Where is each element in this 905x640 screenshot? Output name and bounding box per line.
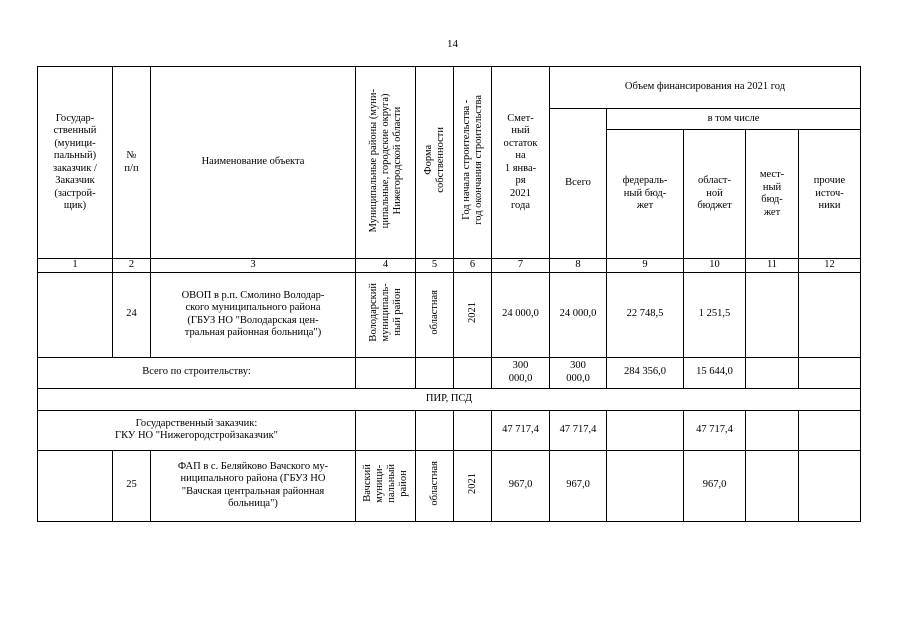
row25-estimate: 967,0 bbox=[492, 450, 550, 521]
header-object-name: Наименование объекта bbox=[151, 67, 356, 259]
header-municipal-district: Муниципальные районы (муни- ципальные, городские округа) Нижегородской области bbox=[356, 67, 416, 259]
section-row bbox=[38, 388, 861, 410]
row24-estimate: 24 000,0 bbox=[492, 272, 550, 357]
column-numbers-row bbox=[38, 259, 861, 273]
header-other: прочие источ- ники bbox=[799, 130, 861, 259]
row24-district: Володарский муниципаль- ный район bbox=[356, 272, 416, 357]
row25-ownership: областная bbox=[416, 450, 454, 521]
row24-ownership: областная bbox=[416, 272, 454, 357]
row24-local bbox=[746, 272, 799, 357]
total-construction-label: Всего по строительству: bbox=[38, 357, 356, 388]
row24-num: 24 bbox=[113, 272, 151, 357]
header-num: № п/п bbox=[113, 67, 151, 259]
empty-cell bbox=[746, 450, 799, 521]
col-number: 1 bbox=[38, 259, 113, 273]
row25-district: Вачский муници- пальный район bbox=[356, 450, 416, 521]
row24-total: 24 000,0 bbox=[550, 272, 607, 357]
row25-name: ФАП в с. Беляйково Вачского му- ниципального района (ГБУЗ НО "Вачская центральная районная больница") bbox=[151, 450, 356, 521]
header-years: Год начала строительства - год окончания строительства bbox=[454, 67, 492, 259]
empty-cell bbox=[356, 410, 416, 450]
row25-customer bbox=[38, 450, 113, 521]
col-number: 12 bbox=[799, 259, 861, 273]
total-construction-regional: 15 644,0 bbox=[684, 357, 746, 388]
empty-cell bbox=[454, 357, 492, 388]
table-row bbox=[38, 272, 861, 357]
row24-federal: 22 748,5 bbox=[607, 272, 684, 357]
row24-year: 2021 bbox=[454, 272, 492, 357]
empty-cell bbox=[416, 357, 454, 388]
empty-cell bbox=[799, 410, 861, 450]
header-federal: федераль- ный бюд- жет bbox=[607, 130, 684, 259]
financing-table bbox=[37, 66, 861, 522]
gov-customer-row bbox=[38, 410, 861, 450]
empty-cell bbox=[799, 450, 861, 521]
page-number: 14 bbox=[447, 38, 458, 50]
empty-cell bbox=[746, 410, 799, 450]
col-number: 11 bbox=[746, 259, 799, 273]
row24-other bbox=[799, 272, 861, 357]
row25-year: 2021 bbox=[454, 450, 492, 521]
col-number: 3 bbox=[151, 259, 356, 273]
header-total: Всего bbox=[550, 109, 607, 259]
total-construction-total: 300 000,0 bbox=[550, 357, 607, 388]
gov-customer-total: 47 717,4 bbox=[550, 410, 607, 450]
empty-cell bbox=[799, 357, 861, 388]
row24-name: ОВОП в р.п. Смолино Володар- ского муниципального района (ГБУЗ НО "Володарская цен- тральная районная больница") bbox=[151, 272, 356, 357]
col-number: 5 bbox=[416, 259, 454, 273]
row24-regional: 1 251,5 bbox=[684, 272, 746, 357]
total-construction-row bbox=[38, 357, 861, 388]
header-estimate-balance: Смет- ный остаток на 1 янва- ря 2021 года bbox=[492, 67, 550, 259]
col-number: 9 bbox=[607, 259, 684, 273]
row24-customer bbox=[38, 272, 113, 357]
row25-regional: 967,0 bbox=[684, 450, 746, 521]
gov-customer-regional: 47 717,4 bbox=[684, 410, 746, 450]
header-regional: област- ной бюджет bbox=[684, 130, 746, 259]
gov-customer-estimate: 47 717,4 bbox=[492, 410, 550, 450]
col-number: 2 bbox=[113, 259, 151, 273]
empty-cell bbox=[416, 410, 454, 450]
header-funding-2021: Объем финансирования на 2021 год bbox=[550, 67, 861, 109]
header-including: в том числе bbox=[607, 109, 861, 130]
gov-customer-label: Государственный заказчик: ГКУ НО "Нижегородстройзаказчик" bbox=[38, 410, 356, 450]
empty-cell bbox=[454, 410, 492, 450]
header-ownership: Форма собственности bbox=[416, 67, 454, 259]
col-number: 4 bbox=[356, 259, 416, 273]
empty-cell bbox=[356, 357, 416, 388]
row25-num: 25 bbox=[113, 450, 151, 521]
empty-cell bbox=[607, 410, 684, 450]
empty-cell bbox=[607, 450, 684, 521]
col-number: 8 bbox=[550, 259, 607, 273]
empty-cell bbox=[746, 357, 799, 388]
header-local: мест- ный бюд- жет bbox=[746, 130, 799, 259]
header-customer: Государ- ственный (муници- пальный) заказчик / Заказчик (застрой- щик) bbox=[38, 67, 113, 259]
col-number: 7 bbox=[492, 259, 550, 273]
table-row bbox=[38, 450, 861, 521]
col-number: 10 bbox=[684, 259, 746, 273]
col-number: 6 bbox=[454, 259, 492, 273]
total-construction-estimate: 300 000,0 bbox=[492, 357, 550, 388]
section-pir-title: ПИР, ПСД bbox=[38, 388, 861, 410]
total-construction-federal: 284 356,0 bbox=[607, 357, 684, 388]
row25-total: 967,0 bbox=[550, 450, 607, 521]
